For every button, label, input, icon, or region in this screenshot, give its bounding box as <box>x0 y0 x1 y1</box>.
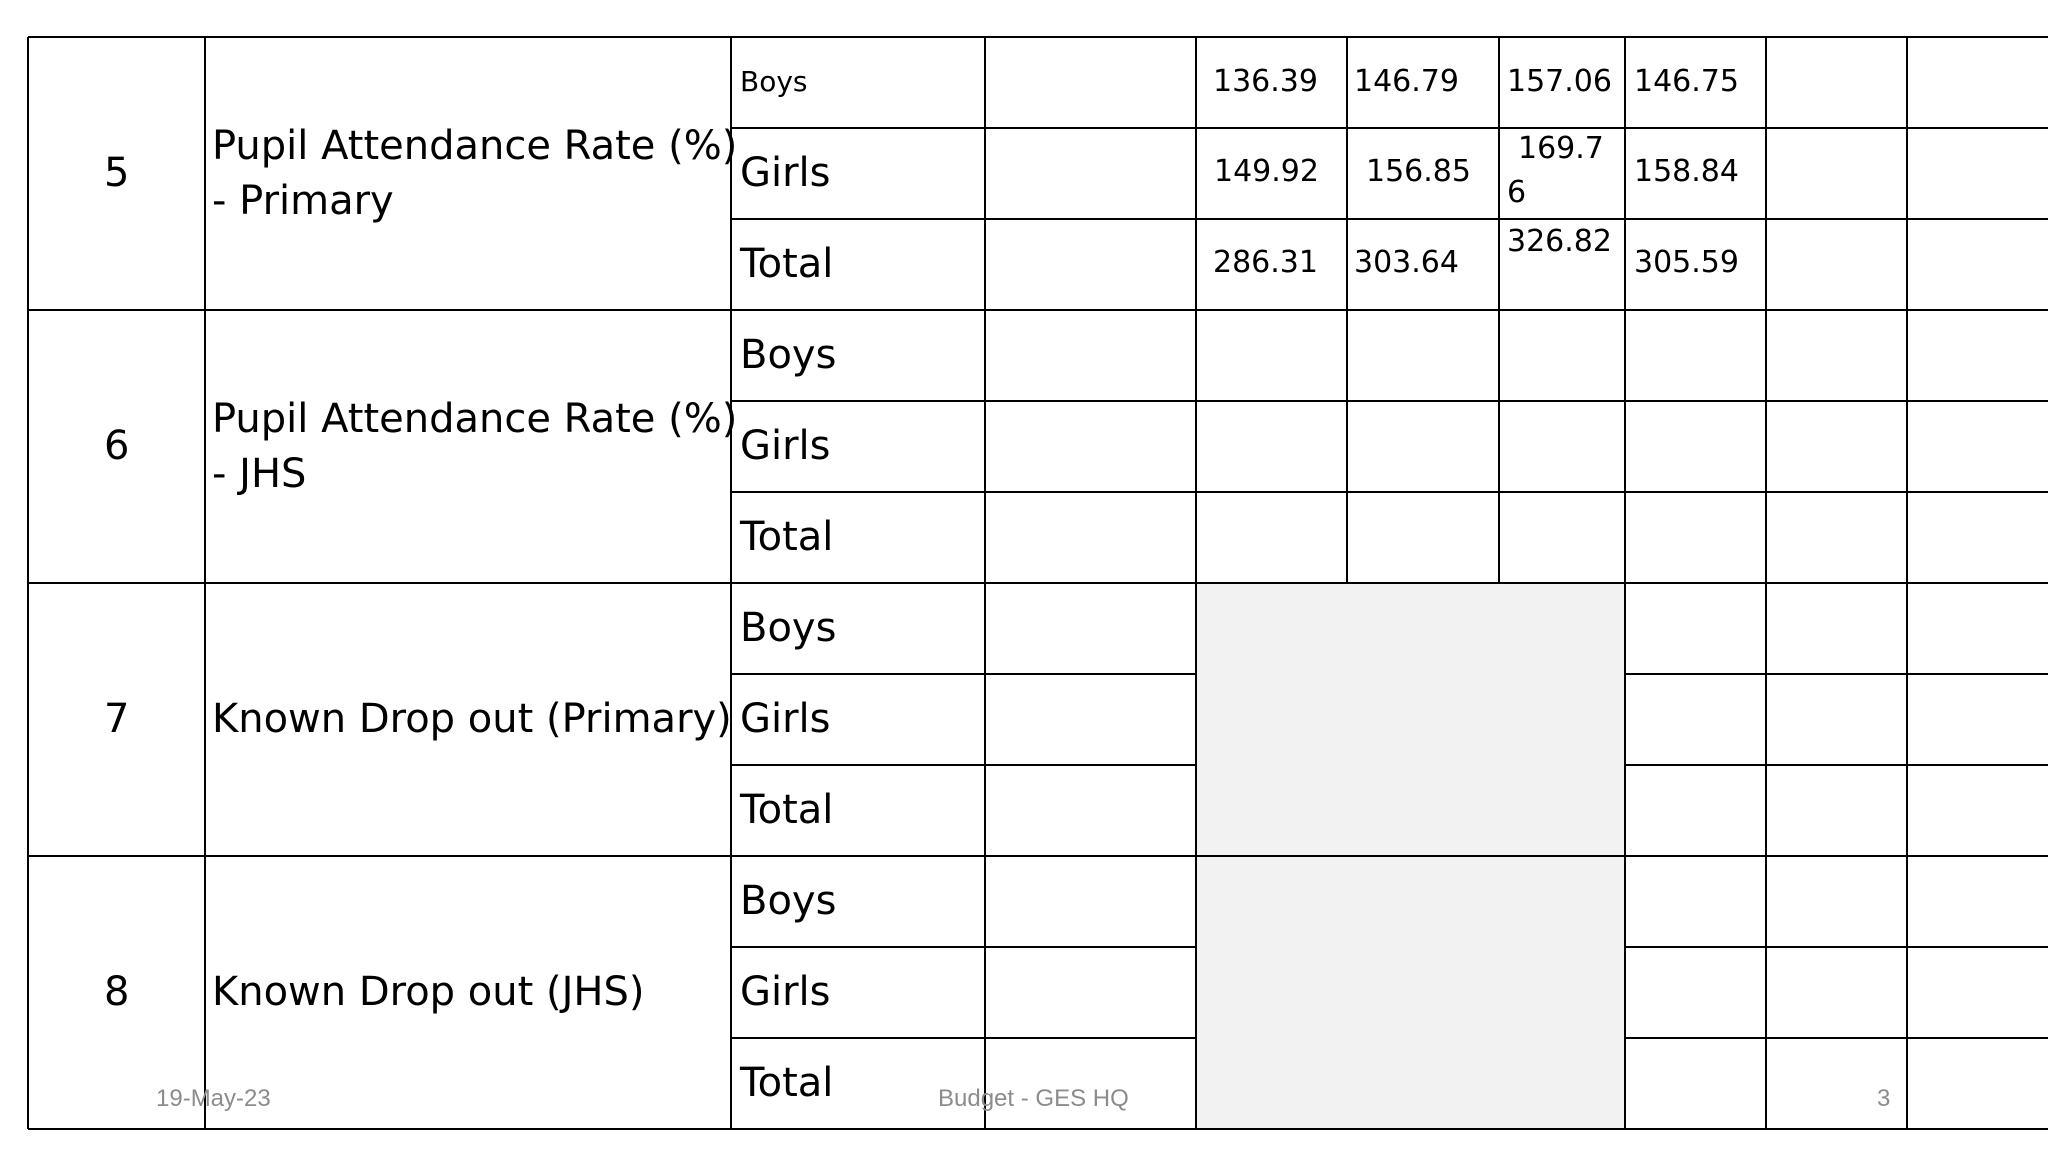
footer-date: 19-May-23 <box>156 1085 271 1112</box>
subrow-line <box>731 946 1196 948</box>
footer-page-number: 3 <box>1877 1085 1891 1112</box>
indicator-label-5a: Pupil Attendance Rate (%) <box>212 123 738 169</box>
indicator-label-5b: - Primary <box>212 178 394 224</box>
group-separator <box>28 309 2048 311</box>
subrow-line <box>1625 764 2048 766</box>
value-cell-wrap: 6 <box>1507 175 1527 210</box>
sub-label-boys: Boys <box>740 65 808 98</box>
col-line <box>204 37 206 1129</box>
col-line <box>1624 37 1626 1129</box>
sub-label-girls: Girls <box>740 150 831 196</box>
subrow-line <box>731 400 2048 402</box>
indicator-label-7: Known Drop out (Primary) <box>212 696 732 742</box>
indicator-label-8: Known Drop out (JHS) <box>212 969 645 1015</box>
subrow-line <box>731 127 2048 129</box>
sub-label-total: Total <box>740 1060 834 1106</box>
value-cell: 305.59 <box>1634 245 1739 280</box>
subrow-line <box>731 764 1196 766</box>
value-cell: 286.31 <box>1213 245 1318 280</box>
subrow-line <box>731 491 2048 493</box>
value-cell: 149.92 <box>1214 154 1319 189</box>
value-cell: 169.7 <box>1518 131 1604 166</box>
group-separator <box>28 855 2048 857</box>
sub-label-total: Total <box>740 514 834 560</box>
sub-label-total: Total <box>740 787 834 833</box>
value-cell: 146.75 <box>1634 64 1739 99</box>
value-cell: 136.39 <box>1213 64 1318 99</box>
subrow-line <box>731 218 2048 220</box>
sub-label-boys: Boys <box>740 878 837 924</box>
group-separator <box>28 582 2048 584</box>
row-number-6: 6 <box>104 423 130 469</box>
sub-label-boys: Boys <box>740 605 837 651</box>
value-cell: 156.85 <box>1366 154 1471 189</box>
col-line <box>730 37 732 1129</box>
subrow-line <box>1625 673 2048 675</box>
subrow-line <box>731 673 1196 675</box>
col-line <box>27 37 29 1129</box>
row-number-8: 8 <box>104 969 130 1015</box>
subrow-line <box>731 1037 1196 1039</box>
value-cell: 303.64 <box>1354 245 1459 280</box>
table-border-top <box>28 36 2048 38</box>
indicator-label-6b: - JHS <box>212 451 307 497</box>
subrow-line <box>1625 946 2048 948</box>
col-line <box>1765 37 1767 1129</box>
sub-label-girls: Girls <box>740 423 831 469</box>
footer-center: Budget - GES HQ <box>938 1085 1129 1112</box>
col-line <box>984 37 986 1129</box>
subrow-line <box>1625 1037 2048 1039</box>
sub-label-girls: Girls <box>740 696 831 742</box>
col-line <box>1346 37 1348 583</box>
value-cell: 326.82 <box>1507 224 1612 259</box>
col-line <box>1498 37 1500 583</box>
sub-label-boys: Boys <box>740 332 837 378</box>
sub-label-total: Total <box>740 241 834 287</box>
value-cell: 157.06 <box>1507 64 1612 99</box>
row-number-7: 7 <box>104 696 130 742</box>
value-cell: 158.84 <box>1634 154 1739 189</box>
indicator-label-6a: Pupil Attendance Rate (%) <box>212 396 738 442</box>
sub-label-girls: Girls <box>740 969 831 1015</box>
row-number-5: 5 <box>104 150 130 196</box>
col-line <box>1195 37 1197 1129</box>
value-cell: 146.79 <box>1354 64 1459 99</box>
table-border-bottom <box>28 1128 2048 1130</box>
col-line <box>1906 37 1908 1129</box>
